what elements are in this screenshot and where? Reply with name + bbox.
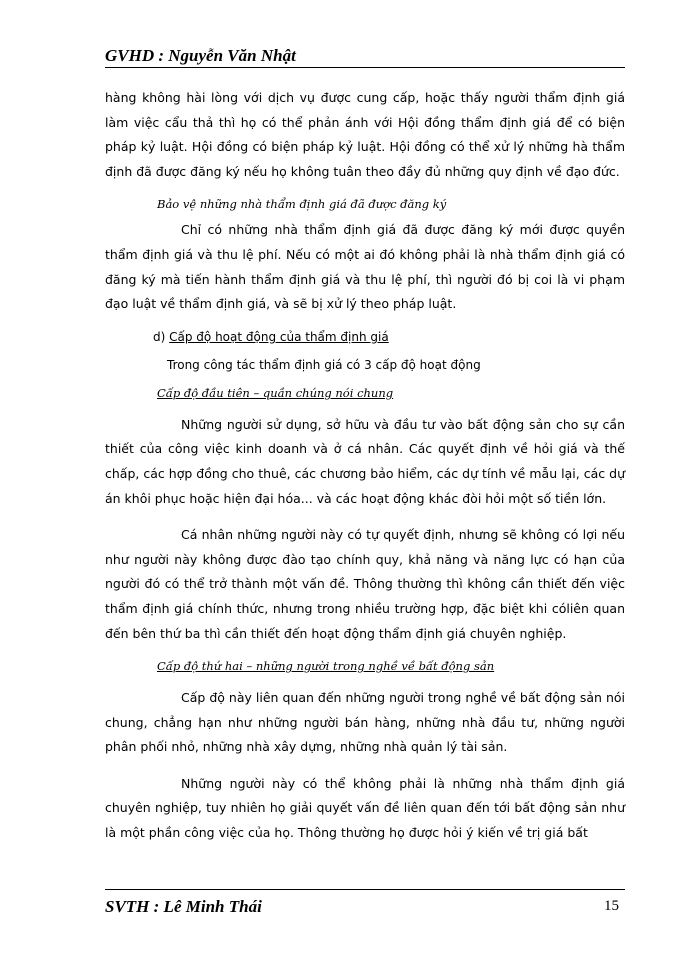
document-body xyxy=(105,86,625,846)
paragraph: Cấp độ này liên quan đến những người trong nghề về bất động sản nói chung, chẳng hạn như những người bán hàng, những nhà đầu tư, những người phân phối nhỏ, những nhà xây dựng, những nhà quản lý tài sản. xyxy=(105,690,625,755)
heading-prefix: d) xyxy=(153,329,170,344)
footer-rule xyxy=(105,889,625,890)
paragraph: Chỉ có những nhà thẩm định giá đã được đăng ký mới được quyền thẩm định giá và thu lệ phí. Nếu có một ai đó không phải là nhà thẩm định giá có đăng ký mà tiến hành thẩm định giá và thu lệ phí, thì người đó bị coi là vi phạm đạo luật về thẩm định giá, và sẽ bị xử lý theo pháp luật. xyxy=(105,222,625,312)
page-number: 15 xyxy=(604,898,619,914)
heading-text: Cấp độ hoạt động của thẩm định giá xyxy=(169,329,389,344)
section-heading: Cấp độ thứ hai – những người trong nghề về bất động sản xyxy=(157,659,495,674)
paragraph: Những người này có thể không phải là những nhà thẩm định giá chuyên nghiệp, tuy nhiên họ giải quyết vấn đề liên quan đến tới bất động sản như là một phần công việc của họ. Thông thường họ được hỏi ý kiến về trị giá bất xyxy=(105,775,625,841)
paragraph: Trong công tác thẩm định giá có 3 cấp độ hoạt động xyxy=(167,357,481,372)
section-heading: Bảo vệ những nhà thẩm định giá đã được đăng ký xyxy=(157,197,447,212)
paragraph: hàng không hài lòng với dịch vụ được cung cấp, hoặc thấy người thẩm định giá làm việc cẩu thả thì họ có thể phản ánh với Hội đồng thẩm định giá để có biện pháp kỷ luật. Hội đồng có biện pháp kỷ luật. Hội đồng có thể xử lý những hà thẩm định đã được đăng ký nếu họ không tuân theo đầy đủ những quy định về đạo đức. xyxy=(105,90,625,179)
section-heading: Cấp độ đầu tiên – quần chúng nói chung xyxy=(157,385,394,400)
paragraph: Những người sử dụng, sở hữu và đầu tư vào bất động sản cho sự cần thiết của công việc kinh doanh và ở cá nhân. Các quyết định về hỏi giá và thế chấp, các hợp đồng cho thuê, các chương bảo hiểm, các dự tính về mẫu lại, các dự án khôi phục hoặc hiện đại hóa... và các hoạt động khác đòi hỏi một số tiền lớn. xyxy=(105,416,625,506)
footer-author: SVTH : Lê Minh Thái xyxy=(105,897,262,916)
page-header xyxy=(105,42,625,70)
header-rule xyxy=(105,67,625,68)
paragraph: Cá nhân những người này có tự quyết định, nhưng sẽ không có lợi nếu như người này không được đào tạo chính quy, khả năng và năng lực có hạn của người đó có thể trở thành một vấn đề. Thông thường thì không cần thiết đến việc thẩm định giá chính thức, nhưng trong nhiều trường hợp, đặc biệt khi cóliên quan đến bên thứ ba thì cần thiết đến hoạt động thẩm định giá chuyên nghiệp. xyxy=(105,527,625,641)
header-title: GVHD : Nguyễn Văn Nhật xyxy=(105,46,296,65)
section-heading xyxy=(105,323,625,351)
